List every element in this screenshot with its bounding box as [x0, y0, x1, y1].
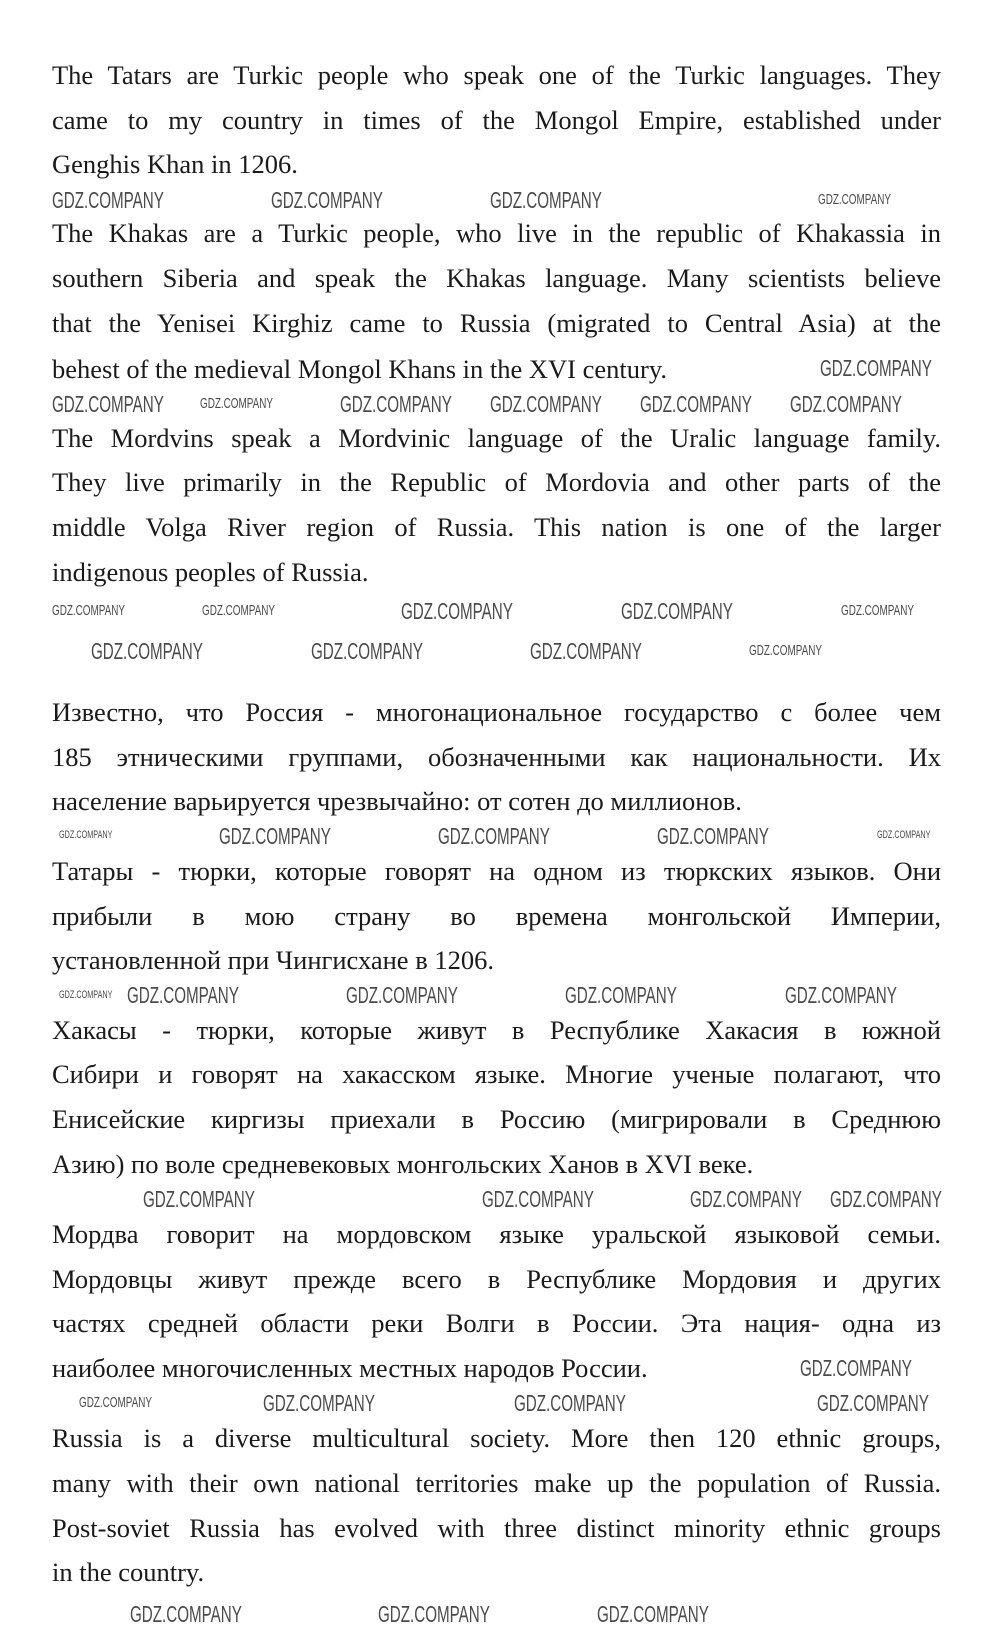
watermark: GDZ.COMPANY	[91, 638, 203, 664]
text-line: They live primarily in the Republic of Mordovia and other parts of the	[52, 467, 941, 497]
text-line: Genghis Khan in 1206.	[52, 149, 298, 179]
text-line: частях средней области реки Волги в России. Эта нация- одна из	[52, 1308, 941, 1338]
watermark: GDZ.COMPANY	[340, 391, 452, 417]
text-line: Азию) по воле средневековых монгольских Ханов в XVI веке.	[52, 1149, 754, 1179]
watermark: GDZ.COMPANY	[818, 191, 891, 208]
text-line: indigenous peoples of Russia.	[52, 557, 369, 587]
watermark: GDZ.COMPANY	[490, 391, 602, 417]
watermark: GDZ.COMPANY	[52, 391, 164, 417]
text-line: Татары - тюрки, которые говорят на одном из тюркских языков. Они	[52, 856, 941, 886]
watermark: GDZ.COMPANY	[621, 598, 733, 624]
watermark: GDZ.COMPANY	[59, 829, 113, 841]
text-line: Известно, что Россия - многонациональное государство с более чем	[52, 697, 941, 727]
watermark: GDZ.COMPANY	[438, 823, 550, 849]
text-line: прибыли в мою страну во времена монгольской Империи,	[52, 901, 941, 931]
text-line: The Tatars are Turkic people who speak one of the Turkic languages. They	[52, 60, 941, 90]
watermark: GDZ.COMPANY	[378, 1601, 490, 1627]
watermark: GDZ.COMPANY	[820, 355, 932, 381]
watermark: GDZ.COMPANY	[52, 602, 125, 619]
watermark: GDZ.COMPANY	[514, 1390, 626, 1416]
watermark: GDZ.COMPANY	[841, 602, 914, 619]
text-line: in the country.	[52, 1557, 205, 1587]
text-line: Мордва говорит на мордовском языке уральской языковой семьи.	[52, 1219, 941, 1249]
watermark: GDZ.COMPANY	[830, 1186, 942, 1212]
watermark: GDZ.COMPANY	[565, 982, 677, 1008]
text-line: наиболее многочисленных местных народов России.	[52, 1353, 648, 1383]
text-line: many with their own national territories make up the population of Russia.	[52, 1468, 941, 1498]
watermark: GDZ.COMPANY	[785, 982, 897, 1008]
watermark: GDZ.COMPANY	[263, 1390, 375, 1416]
watermark: GDZ.COMPANY	[79, 1394, 152, 1411]
text-line: came to my country in times of the Mongol Empire, established under	[52, 105, 941, 135]
watermark: GDZ.COMPANY	[202, 602, 275, 619]
watermark: GDZ.COMPANY	[311, 638, 423, 664]
text-line: Post-soviet Russia has evolved with three distinct minority ethnic groups	[52, 1513, 941, 1543]
watermark: GDZ.COMPANY	[52, 187, 164, 213]
text-line: The Mordvins speak a Mordvinic language of the Uralic language family.	[52, 423, 941, 453]
watermark: GDZ.COMPANY	[817, 1390, 929, 1416]
watermark: GDZ.COMPANY	[597, 1601, 709, 1627]
text-line: Мордовцы живут прежде всего в Республике Мордовия и других	[52, 1264, 941, 1294]
text-line: население варьируется чрезвычайно: от сотен до миллионов.	[52, 786, 742, 816]
watermark: GDZ.COMPANY	[346, 982, 458, 1008]
text-line: Сибири и говорят на хакасском языке. Многие ученые полагают, что	[52, 1059, 941, 1089]
text-line: Енисейские киргизы приехали в Россию (мигрировали в Среднюю	[52, 1104, 941, 1134]
watermark: GDZ.COMPANY	[530, 638, 642, 664]
text-line: that the Yenisei Kirghiz came to Russia (migrated to Central Asia) at the	[52, 308, 941, 338]
watermark: GDZ.COMPANY	[690, 1186, 802, 1212]
watermark: GDZ.COMPANY	[657, 823, 769, 849]
watermark: GDZ.COMPANY	[200, 395, 273, 412]
watermark: GDZ.COMPANY	[143, 1186, 255, 1212]
text-line: middle Volga River region of Russia. This nation is one of the larger	[52, 512, 941, 542]
text-line: Russia is a diverse multicultural society. More then 120 ethnic groups,	[52, 1423, 941, 1453]
text-line: behest of the medieval Mongol Khans in the XVI century.	[52, 354, 667, 384]
watermark: GDZ.COMPANY	[790, 391, 902, 417]
text-line: Хакасы - тюрки, которые живут в Республике Хакасия в южной	[52, 1015, 941, 1045]
text-line: The Khakas are a Turkic people, who live in the republic of Khakassia in	[52, 218, 941, 248]
watermark: GDZ.COMPANY	[640, 391, 752, 417]
watermark: GDZ.COMPANY	[271, 187, 383, 213]
watermark: GDZ.COMPANY	[749, 642, 822, 659]
watermark: GDZ.COMPANY	[490, 187, 602, 213]
watermark: GDZ.COMPANY	[482, 1186, 594, 1212]
watermark: GDZ.COMPANY	[800, 1355, 912, 1381]
watermark: GDZ.COMPANY	[401, 598, 513, 624]
watermark: GDZ.COMPANY	[219, 823, 331, 849]
text-line: southern Siberia and speak the Khakas language. Many scientists believe	[52, 263, 941, 293]
watermark: GDZ.COMPANY	[130, 1601, 242, 1627]
watermark: GDZ.COMPANY	[877, 829, 931, 841]
text-line: установленной при Чингисхане в 1206.	[52, 945, 494, 975]
watermark: GDZ.COMPANY	[127, 982, 239, 1008]
text-line: 185 этническими группами, обозначенными как национальности. Их	[52, 742, 941, 772]
watermark: GDZ.COMPANY	[59, 989, 113, 1001]
